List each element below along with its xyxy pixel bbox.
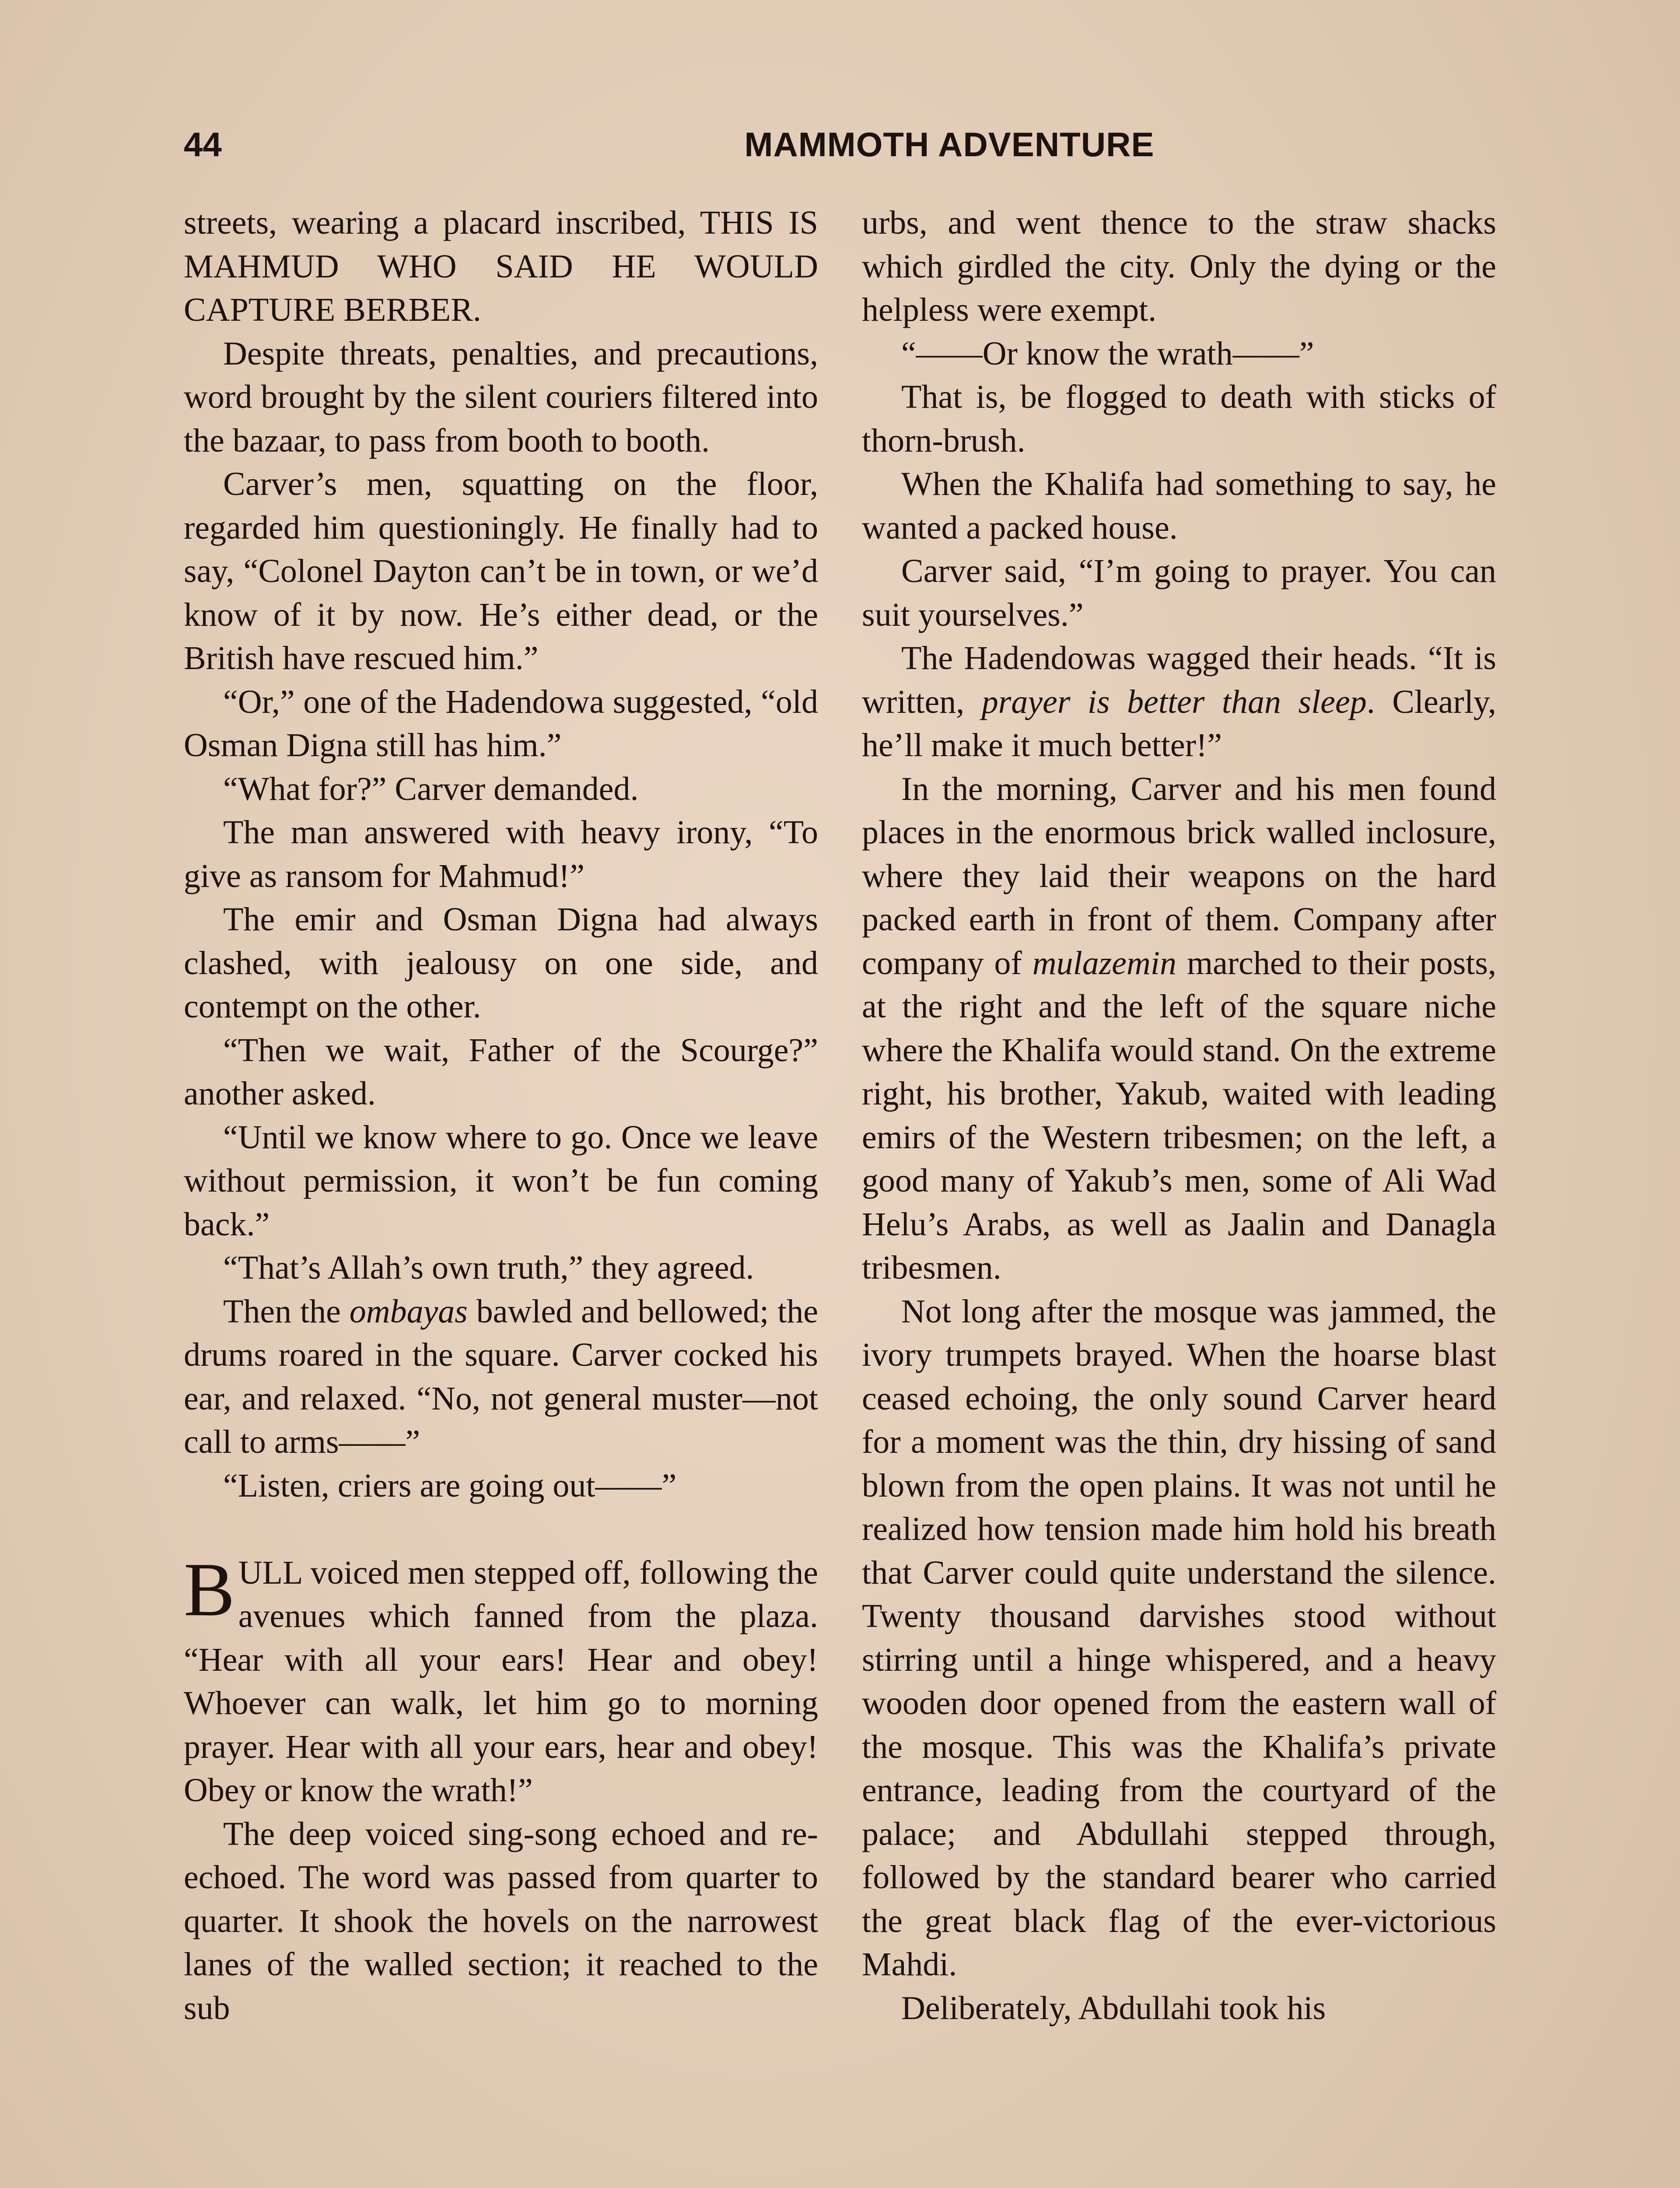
text-run: The Hadendowas wagged their heads. “It is written, [862, 640, 1496, 720]
paragraph: “Listen, criers are going out——” [223, 1467, 677, 1504]
paragraph: When the Khalifa had something to say, he wanted a packed house. [862, 466, 1496, 546]
paragraph: “Or,” one of the Hadendowa suggested, “old Osman Digna still has him.” [184, 683, 818, 764]
paragraph: Carver’s men, squatting on the floor, regarded him questioningly. He finally had to say, “Colonel Dayton can’t be in town, or we’d know of it by now. He’s either dead, or the British have rescued him.” [184, 466, 818, 677]
drop-cap: B [184, 1546, 235, 1632]
paragraph: streets, wearing a placard inscribed, THIS IS MAHMUD WHO SAID HE WOULD CAPTURE BERBER. [184, 204, 818, 328]
paragraph [862, 637, 1496, 768]
paragraph: “Until we know where to go. Once we leave without permission, it won’t be fun coming back.” [184, 1119, 818, 1243]
paragraph: “Then we wait, Father of the Scourge?” another asked. [184, 1031, 818, 1112]
text-run: ULL voiced men stepped off, following the avenues which fanned from the plaza. “Hear with all your ears! Hear and obey! Whoever can walk, let him go to morning prayer. Hear with all your ears, hear and obey! Obey or know the wrath!” [184, 1554, 818, 1809]
paragraph: The man answered with heavy irony, “To give as ransom for Mahmud!” [184, 814, 818, 894]
italic-phrase: prayer is better than sleep [981, 683, 1367, 720]
page-number: 44 [184, 125, 222, 164]
paragraph: The emir and Osman Digna had always clashed, with jealousy on one side, and contempt on the other. [184, 901, 818, 1025]
paragraph: “What for?” Carver demanded. [223, 770, 639, 807]
paragraph: Not long after the mosque was jammed, the ivory trumpets brayed. When the hoarse blast ceased echoing, the only sound Carver heard for a moment was the thin, dry hissing of sand blown from the open plains. It was not until he realized how tension made him hold his breath that Carver could quite understand the silence. Twenty thousand darvishes stood without stirring until a hinge whispered, and a heavy wooden door opened from the eastern wall of the mosque. This was the Khalifa’s private entrance, leading from the courtyard of the palace; and Abdullahi stepped through, followed by the standard bearer who carried the great black flag of the ever-victorious Mahdi. [862, 1293, 1496, 1983]
paragraph: Carver said, “I’m going to prayer. You can suit yourselves.” [862, 553, 1496, 633]
left-column [184, 201, 818, 2030]
paragraph: Deliberately, Abdullahi took his [901, 1989, 1326, 2027]
paragraph: That is, be flogged to death with sticks of thorn-brush. [862, 379, 1496, 459]
right-column [862, 201, 1496, 2030]
paragraph [862, 768, 1496, 1290]
text-run: marched to their posts, at the right and the left of the square niche where the Khalifa would stand. On the extreme right, his brother, Yakub, waited with leading emirs of the Western tribesmen; on the left, a good many of Yakub’s men, some of Ali Wad Helu’s Arabs, as well as Jaalin and Danagla tribesmen. [862, 944, 1496, 1286]
running-title: MAMMOTH ADVENTURE [744, 125, 1155, 164]
text-run: . Clearly, he’ll make it much better!” [862, 683, 1496, 764]
section-start-paragraph [184, 1546, 818, 1813]
page-header [184, 120, 1496, 168]
paragraph: Despite threats, penalties, and precautions, word brought by the silent couriers filtered into the bazaar, to pass from booth to booth. [184, 335, 818, 459]
paragraph: “——Or know the wrath——” [901, 335, 1314, 372]
italic-term: mulazemin [1032, 944, 1177, 982]
italic-term: ombayas [349, 1293, 468, 1330]
paragraph: urbs, and went thence to the straw shacks which girdled the city. Only the dying or the helpless were exempt. [862, 204, 1496, 328]
paragraph: “That’s Allah’s own truth,” they agreed. [223, 1249, 754, 1286]
paragraph: The deep voiced sing-song echoed and re-echoed. The word was passed from quarter to quarter. It shook the hovels on the narrowest lanes of the walled section; it reached to the sub [184, 1815, 818, 2027]
text-run: Then the [223, 1293, 350, 1330]
text-run: bawled and bellowed; the drums roared in the square. Carver cocked his ear, and relaxed. “No, not general muster—not call to arms——” [184, 1293, 818, 1460]
text-run: In the morning, Carver and his men found places in the enormous brick walled inclosure, where they laid their weapons on the hard packed earth in front of them. Company after company of [862, 770, 1496, 982]
paragraph [184, 1290, 818, 1464]
